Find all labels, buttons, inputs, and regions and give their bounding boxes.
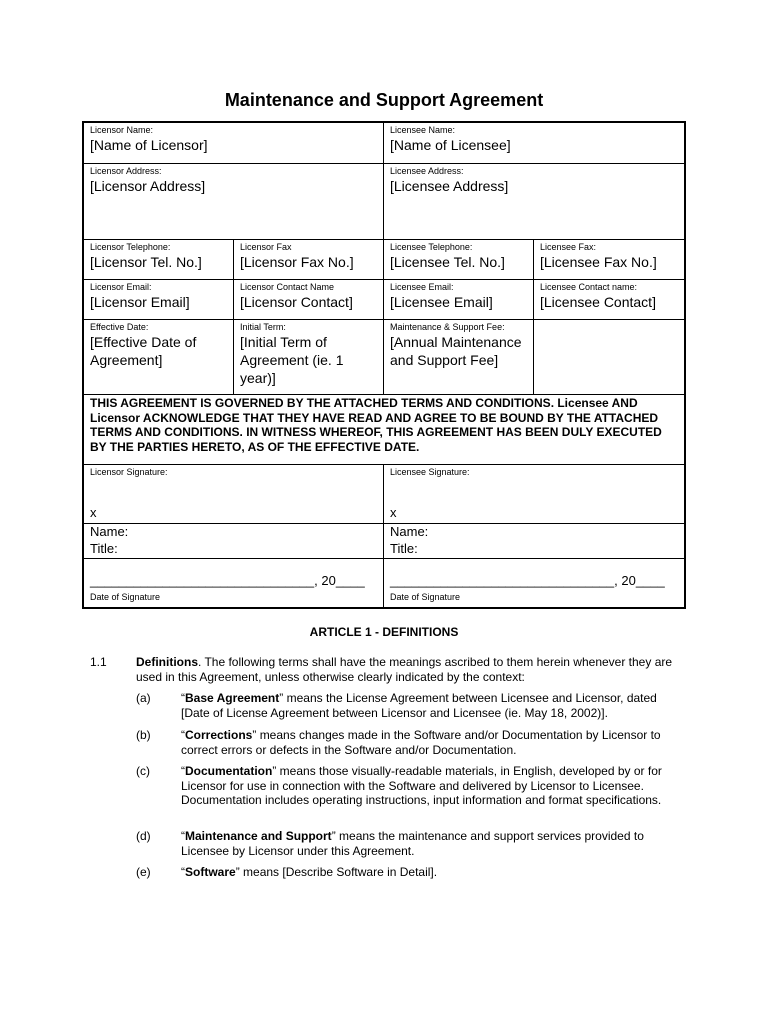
item-text-e: ” means [Describe Software in Detail].	[235, 865, 438, 879]
licensor-tel-value: [Licensor Tel. No.]	[90, 254, 202, 270]
licensor-fax-label: Licensor Fax	[240, 242, 292, 252]
licensee-date-cell	[384, 559, 684, 607]
licensor-date-cell	[84, 559, 384, 607]
section-text: . The following terms shall have the meanings ascribed to them herein whenever they are used in this Agreement, unless otherwise clearly indicated by the context:	[136, 655, 673, 684]
item-letter-d: (d)	[136, 829, 151, 843]
licensor-signature-label: Licensor Signature:	[90, 467, 168, 477]
licensor-signature-x: x	[90, 505, 97, 520]
licensee-date-line: _______________________________, 20____	[390, 573, 665, 588]
licensee-email-cell	[384, 280, 534, 320]
licensor-tel-label: Licensor Telephone:	[90, 242, 171, 252]
licensee-tel-value: [Licensee Tel. No.]	[390, 254, 505, 270]
definition-item-d: “Maintenance and Support” means the maintenance and support services provided to Licensee by Licensor under this Agreement.	[181, 829, 644, 858]
section-term: Definitions	[136, 655, 198, 669]
licensor-fax-cell	[234, 240, 384, 280]
licensee-name-title-cell	[384, 524, 684, 559]
definition-item-b: “Corrections” means changes made in the Software and/or Documentation by Licensor to correct errors or defects in the Software and/or Documentation.	[181, 728, 661, 757]
agreement-form	[82, 121, 686, 609]
item-letter-b: (b)	[136, 728, 151, 742]
licensor-date-line: _______________________________, 20____	[90, 573, 365, 588]
licensor-title-field-label: Title:	[90, 541, 118, 556]
item-term-e: Software	[185, 865, 236, 879]
licensor-email-value: [Licensor Email]	[90, 294, 190, 310]
licensor-name-field-label: Name:	[90, 524, 129, 539]
licensor-address-cell	[84, 164, 384, 240]
licensor-address-label: Licensor Address:	[90, 166, 162, 176]
licensor-contact-label: Licensor Contact Name	[240, 282, 335, 292]
definition-item-c: “Documentation” means those visually-readable materials, in English, developed by or for Licensor for use in connection with the Software and delivered by Licensor to Licensee. Documentation includes operating instructions, input information and format specifications.	[181, 764, 662, 808]
licensor-tel-cell	[84, 240, 234, 280]
licensee-fax-cell	[534, 240, 684, 280]
licensee-signature-cell	[384, 465, 684, 524]
licensee-contact-label: Licensee Contact name:	[540, 282, 638, 292]
licensor-address-value: [Licensor Address]	[90, 178, 206, 194]
licensee-signature-x: x	[390, 505, 397, 520]
licensor-email-label: Licensor Email:	[90, 282, 152, 292]
fee-cell	[384, 320, 534, 395]
licensee-contact-value: [Licensee Contact]	[540, 294, 656, 310]
licensee-date-label: Date of Signature	[390, 592, 461, 602]
section-paragraph	[136, 655, 684, 684]
item-text-c: ” means those visually-readable materials, in English, developed by or for Licensor for use in connection with the Software and delivered by Licensor to Licensee. Documentation includes operating instructions, input information and format specifications.	[181, 764, 662, 808]
item-text-d: ” means the maintenance and support services provided to Licensee by Licensor under this Agreement.	[181, 829, 644, 858]
initial-term-cell	[234, 320, 384, 395]
initial-term-label: Initial Term:	[240, 322, 286, 332]
licensee-name-field-label: Name:	[390, 524, 429, 539]
licensor-date-label: Date of Signature	[90, 592, 161, 602]
licensee-email-value: [Licensee Email]	[390, 294, 493, 310]
licensee-fax-value: [Licensee Fax No.]	[540, 254, 657, 270]
item-letter-c: (c)	[136, 764, 150, 778]
licensee-name-label: Licensee Name:	[390, 125, 456, 135]
fee-label: Maintenance & Support Fee:	[390, 322, 505, 332]
licensee-address-cell	[384, 164, 684, 240]
item-text-b: ” means changes made in the Software and/or Documentation by Licensor to correct errors or defects in the Software and/or Documentation.	[181, 728, 661, 757]
licensee-name-cell	[384, 123, 684, 164]
effective-date-cell	[84, 320, 234, 395]
licensor-name-title-cell	[84, 524, 384, 559]
licensee-contact-cell	[534, 280, 684, 320]
licensor-contact-cell	[234, 280, 384, 320]
licensor-fax-value: [Licensor Fax No.]	[240, 254, 354, 270]
licensor-name-value: [Name of Licensor]	[90, 137, 208, 153]
licensor-signature-cell	[84, 465, 384, 524]
effective-date-label: Effective Date:	[90, 322, 149, 332]
document-title: Maintenance and Support Agreement	[224, 90, 544, 110]
fee-value: [Annual Maintenance and Support Fee]	[390, 334, 522, 368]
licensee-title-field-label: Title:	[390, 541, 418, 556]
licensee-signature-label: Licensee Signature:	[390, 467, 470, 477]
article-heading: ARTICLE 1 - DEFINITIONS	[309, 625, 459, 639]
item-letter-e: (e)	[136, 865, 151, 879]
item-text-a: ” means the License Agreement between Licensee and Licensor, dated [Date of License Agreement between Licensor and Licensee (ie. May 18, 2002)].	[181, 691, 657, 720]
licensee-email-label: Licensee Email:	[390, 282, 454, 292]
item-term-d: Maintenance and Support	[185, 829, 332, 843]
licensee-address-label: Licensee Address:	[390, 166, 464, 176]
licensor-name-cell	[84, 123, 384, 164]
licensee-fax-label: Licensee Fax:	[540, 242, 597, 252]
definition-item-e: “Software” means [Describe Software in Detail].	[181, 865, 438, 879]
licensee-tel-cell	[384, 240, 534, 280]
initial-term-value: [Initial Term of Agreement (ie. 1 year)]	[240, 334, 344, 386]
governing-notice: THIS AGREEMENT IS GOVERNED BY THE ATTACHED TERMS AND CONDITIONS. Licensee AND Licensor ACKNOWLEDGE THAT THEY HAVE READ AND AGREE TO BE BOUND BY THE ATTACHED TERMS AND CONDITIONS. IN WITNESS WHEREOF, THIS AGREEMENT HAS BEEN DULY EXECUTED BY THE PARTIES HERETO, AS OF THE EFFECTIVE DATE.	[84, 395, 684, 465]
item-term-b: Corrections	[185, 728, 253, 742]
effective-date-value: [Effective Date of Agreement]	[90, 334, 197, 368]
licensor-email-cell	[84, 280, 234, 320]
licensor-name-label: Licensor Name:	[90, 125, 154, 135]
item-term-a: Base Agreement	[185, 691, 280, 705]
item-letter-a: (a)	[136, 691, 151, 705]
licensee-name-value: [Name of Licensee]	[390, 137, 511, 153]
empty-cell	[534, 320, 684, 395]
licensee-address-value: [Licensee Address]	[390, 178, 509, 194]
item-term-c: Documentation	[185, 764, 273, 778]
definition-item-a: “Base Agreement” means the License Agreement between Licensee and Licensor, dated [Date of License Agreement between Licensor and Licensee (ie. May 18, 2002)].	[181, 691, 657, 720]
section-number: 1.1	[90, 655, 107, 669]
licensor-contact-value: [Licensor Contact]	[240, 294, 353, 310]
licensee-tel-label: Licensee Telephone:	[390, 242, 473, 252]
